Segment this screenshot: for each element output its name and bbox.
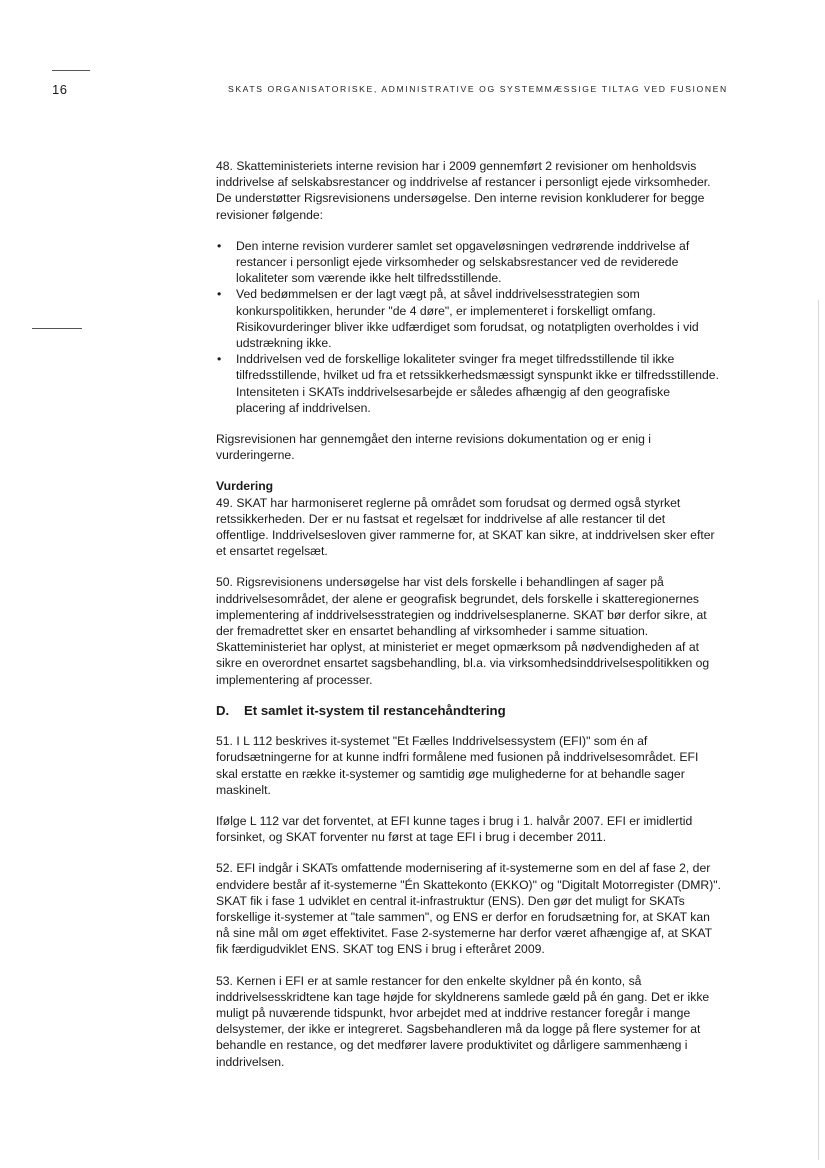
running-header: SKATS ORGANISATORISKE, ADMINISTRATIVE OG SYSTEMMÆSSIGE TILTAG VED FUSIONEN [228,84,728,94]
scan-edge-line [818,300,819,1160]
margin-mark-top [52,70,90,71]
paragraph-51: 51. I L 112 beskrives it-systemet "Et Fælles Inddrivelsessystem (EFI)" som én af forudsætningerne for at kunne indfri formålene med fusionen på inddrivelsesområdet. EFI skal erstatte en række it-systemer og samtidig øge mulighederne for at behandle sager maskinelt. [216,734,699,797]
section-letter: D. [216,702,230,718]
bullet-text: Inddrivelsen ved de forskellige lokaliteter svinger fra meget tilfredsstillende til ikke tilfredsstillende, hvilket ud fra et retssikkerhedsmæssigt synspunkt ikke er tilfredsstillende. Intensiteten i SKATs inddrivelsesarbejde er således afhængig af den geografiske placering af inddrivelsen. [236,352,719,415]
paragraph-52: 52. EFI indgår i SKATs omfattende modernisering af it-systemerne som en del af fase 2, der endvidere består af it-systemerne "Én Skattekonto (EKKO)" og "Digitalt Motorregister (DMR)". SKAT fik i fase 1 udviklet en central it-infrastruktur (ENS). Den gør det muligt for SKATs forskellige it-systemer at "tale sammen", og ENS er derfor en forudsætning for, at SKAT kan nå sine mål om øget effektivitet. Fase 2-systemerne har derfor været afhængige af, at SKAT fik færdigudviklet ENS. SKAT tog ENS i brug i efteråret 2009. [216,861,721,957]
paragraph-51b: Ifølge L 112 var det forventet, at EFI kunne tages i brug i 1. halvår 2007. EFI er imidlertid forsinket, og SKAT forventer nu først at tage EFI i brug i december 2011. [216,813,693,845]
bullet-marker: • [217,287,222,302]
bullet-marker: • [217,352,222,367]
bullet-item [216,286,721,351]
bullet-text: Ved bedømmelsen er der lagt vægt på, at såvel inddrivelsesstrategien som konkurspolitikken, herunder "de 4 døre", er implementeret i forskelligt omfang. Risikovurderinger bliver ikke udfærdiget som forudsat, og notatpligten overholdes i vid udstrækning ikke. [236,287,699,351]
paragraph-50: 50. Rigsrevisionens undersøgelse har vist dels forskelle i behandlingen af sager på inddrivelsesområdet, der alene er geografisk begrundet, dels forskelle i skatteregionernes implementering af inddrivelsesstrategien og inddrivelsesplanerne. SKAT bør derfor sikre, at der fremadrettet sker en ensartet behandling af virksomheder i samme situation. Skatteministeriet har oplyst, at ministeriet er meget opmærksom på nødvendigheden af at sikre en overordnet ensartet sagsbehandling, bl.a. via virksomhedsinddrivelsespolitikken og implementering af processer. [216,575,710,687]
paragraph-49: 49. SKAT har harmoniseret reglerne på området som forudsat og dermed også styrket retssikkerheden. Der er nu fastsat et regelsæt for inddrivelse af alle restancer til det offentlige. Inddrivelsesloven giver rammerne for, at SKAT kan sikre, at inddrivelsen sker efter et ensartet regelsæt. [216,495,715,559]
margin-mark-middle [32,328,82,329]
bullet-text: Den interne revision vurderer samlet set opgaveløsningen vedrørende inddrivelse af restancer i personligt ejede virksomheder og selskabsrestancer ved de reviderede lokaliteter som værende ikke helt tilfredsstillende. [236,238,690,286]
body-text [216,158,721,1070]
paragraph-48: 48. Skatteministeriets interne revision har i 2009 gennemført 2 revisioner om henholdsvis inddrivelse af selskabsrestancer og inddrivelse af restancer i personligt ejede virksomheder. De understøtter Rigsrevisionens undersøgelse. Den interne revision konkluderer for begge revisioner følgende: [216,159,711,222]
section-title: Et samlet it-system til restancehåndtering [244,702,506,718]
bullet-marker: • [217,238,222,253]
section-d-heading [216,703,721,719]
heading-vurdering: Vurdering [216,479,274,494]
paragraph-53: 53. Kernen i EFI er at samle restancer for den enkelte skyldner på én konto, så inddrivelsesskridtene kan tage højde for skyldnerens samlede gæld på én gang. Det er ikke muligt på nuværende tidspunkt, hvor arbejdet med at inddrive restancer foregår i mange delsystemer, der ikke er integreret. Sagsbehandleren må da logge på flere systemer for at behandle en restance, og det medfører lavere produktivitet og dårligere sammenhæng i inddrivelsen. [216,973,710,1069]
bullet-list [216,238,721,416]
paragraph-rigsrevisionen: Rigsrevisionen har gennemgået den interne revisions dokumentation og er enig i vurderingerne. [216,432,651,463]
bullet-item [216,238,721,287]
page-number: 16 [52,82,68,97]
bullet-item [216,351,721,416]
